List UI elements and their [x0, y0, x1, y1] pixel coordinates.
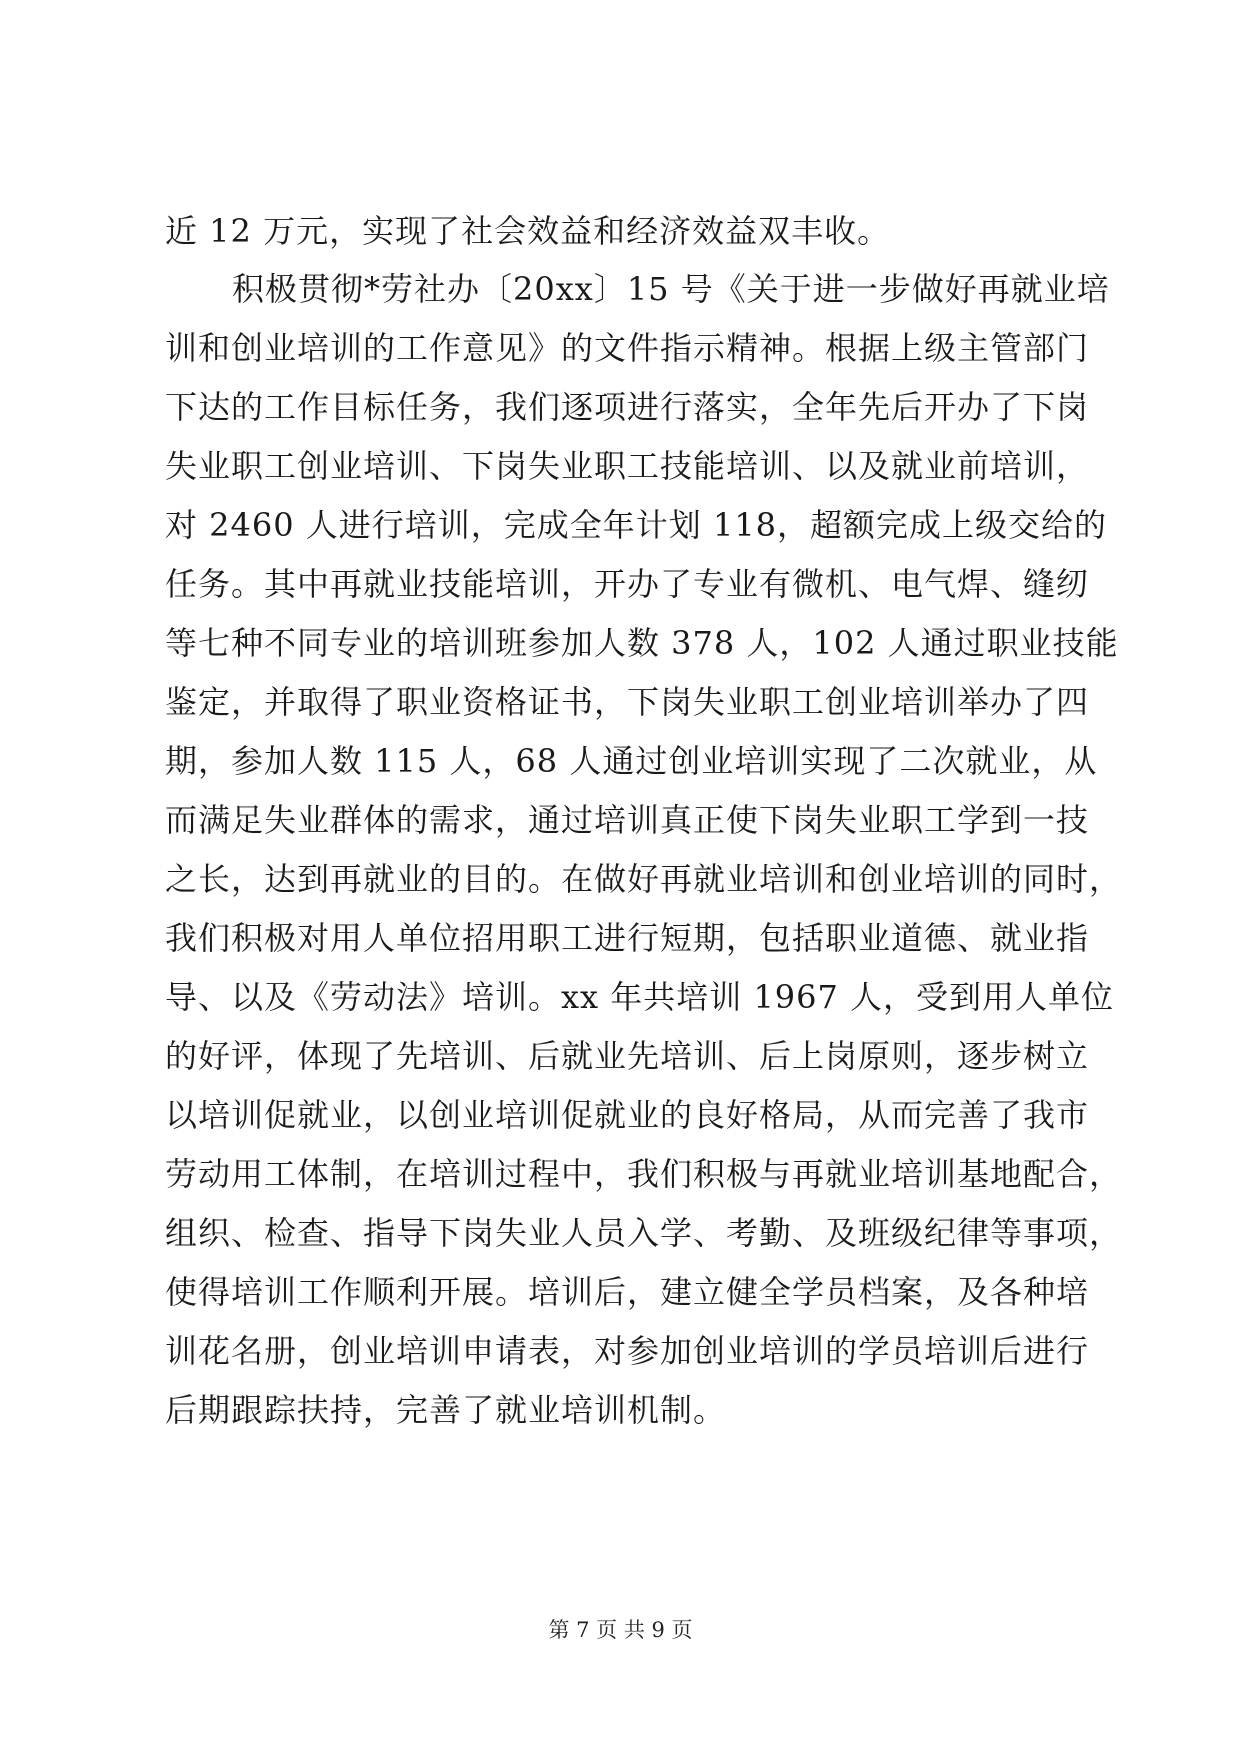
text-line: 训和创业培训的工作意见》的文件指示精神。根据上级主管部门: [165, 329, 1090, 367]
paragraph-first-line: 积极贯彻*劳社办〔20xx〕15 号《关于进一步做好再就业培: [232, 270, 1110, 308]
text-line: 任务。其中再就业技能培训，开办了专业有微机、电气焊、缝纫: [165, 565, 1090, 603]
text-line: 以培训促就业，以创业培训促就业的良好格局，从而完善了我市: [165, 1096, 1090, 1134]
text-line: 失业职工创业培训、下岗失业职工技能培训、以及就业前培训，: [165, 447, 1090, 485]
text-line: 等七种不同专业的培训班参加人数 378 人，102 人通过职业技能: [165, 624, 1119, 662]
page-number-footer: 第 7 页 共 9 页: [548, 1618, 693, 1642]
text-line: 鉴定，并取得了职业资格证书，下岗失业职工创业培训举办了四: [165, 683, 1090, 721]
text-line: 组织、检查、指导下岗失业人员入学、考勤、及班级纪律等事项，: [165, 1214, 1123, 1252]
text-line: 对 2460 人进行培训，完成全年计划 118，超额完成上级交给的: [165, 506, 1108, 544]
text-line: 使得培训工作顺利开展。培训后，建立健全学员档案，及各种培: [165, 1273, 1090, 1311]
text-line: 我们积极对用人单位招用职工进行短期，包括职业道德、就业指: [165, 919, 1090, 957]
text-line: 劳动用工体制，在培训过程中，我们积极与再就业培训基地配合，: [165, 1155, 1123, 1193]
text-line: 导、以及《劳动法》培训。xx 年共培训 1967 人，受到用人单位: [165, 978, 1115, 1016]
text-line: 的好评，体现了先培训、后就业先培训、后上岗原则，逐步树立: [165, 1037, 1090, 1075]
text-line: 后期跟踪扶持，完善了就业培训机制。: [165, 1391, 727, 1429]
text-line: 而满足失业群体的需求，通过培训真正使下岗失业职工学到一技: [165, 801, 1090, 839]
text-line: 期，参加人数 115 人，68 人通过创业培训实现了二次就业，从: [165, 742, 1098, 780]
text-line: 下达的工作目标任务，我们逐项进行落实，全年先后开办了下岗: [165, 388, 1090, 426]
text-line: 近 12 万元，实现了社会效益和经济效益双丰收。: [165, 212, 891, 250]
text-line: 训花名册，创业培训申请表，对参加创业培训的学员培训后进行: [165, 1332, 1090, 1370]
text-line: 之长，达到再就业的目的。在做好再就业培训和创业培训的同时，: [165, 860, 1123, 898]
